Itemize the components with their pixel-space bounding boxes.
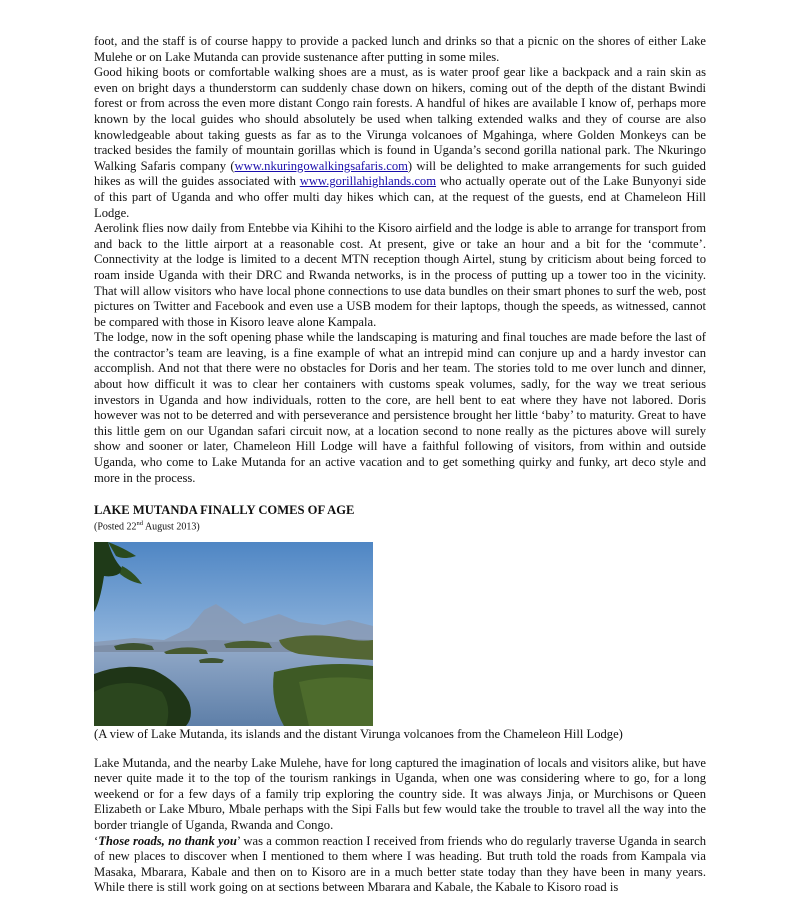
posted-date (94, 518, 706, 533)
spacer (94, 742, 706, 756)
paragraph-lodge: The lodge, now in the soft opening phase while the landscaping is maturing and final touches are made before the last of the contractor’s team are leaving, is a fine example of what an intrepid mind can conjure up and a hardy investor can accomplish. And not that there were no obstacles for Doris and her team. The stories told to me over lunch and dinner, about how difficult it was to clear her containers with customs speak volumes, sadly, for the way we treat serious investors in Uganda and how individuals, rotten to the core, are hell bent to eat where they have not labored. Doris however was not to be deterred and with perseverance and persistence brought her little ‘baby’ to maturity. Great to have this little gem on our Ugandan safari circuit now, at a location second to none really as the pictures above will surely show and sooner or later, Chameleon Hill Lodge will have a faithful following of visitors, from within and outside Uganda, who come to Lake Mutanda for an active vacation and to get something quirky and funky, art deco style and more in the process. (94, 330, 706, 485)
paragraph-hiking (94, 65, 706, 221)
hiking-text-c: who actually operate out of the Lake Bunyonyi side of this part of Uganda and who offer multi day hikes which can, at the request of the guests, end at Chameleon Hill Lodge. (94, 174, 706, 220)
section-heading: LAKE MUTANDA FINALLY COMES OF AGE (94, 503, 355, 518)
paragraph-picnic: foot, and the staff is of course happy to provide a packed lunch and drinks so that a picnic on the shores of either Lake Mulehe or on Lake Mutanda can provide sustenance after putting in some miles. (94, 34, 706, 64)
paragraph-aerolink: Aerolink flies now daily from Entebbe via Kihihi to the Kisoro airfield and the lodge is able to arrange for transport from and back to the little airport at a reasonable cost. At present, give or take an hour and a bit for the ‘commute’. Connectivity at the lodge is limited to a decent MTN reception though Airtel, stung by criticism about being forced to roam inside Uganda with their DRC and Rwanda networks, is in the process of putting up a tower too in the vicinity. That will allow visitors who have local phone connections to use data bundles on their smart phones to surf the web, post pictures on Twitter and Facebook and even use a USB modem for their laptops, though the speeds, as witnessed, cannot be compared with those in Kisoro leave alone Kampala. (94, 221, 706, 329)
posted-suffix: August 2013) (143, 521, 200, 533)
posted-prefix: (Posted 22 (94, 521, 137, 533)
hiking-text-b: ) will be delighted to make arrangements for such guided hikes as will the guides associated with (94, 158, 706, 189)
link-nkuringo-walking-safaris[interactable]: www.nkuringowalkingsafaris.com (234, 158, 408, 173)
lake-mutanda-photo (94, 542, 373, 726)
photo-caption: (A view of Lake Mutanda, its islands and the distant Virunga volcanoes from the Chameleon Hill Lodge) (94, 726, 623, 741)
paragraph-roads (94, 834, 706, 896)
posted-ordinal: nd (136, 520, 143, 528)
roads-quote-rest: ’ was a common reaction I received from friends who do regularly traverse Uganda in search of new places to discover when I mentioned to them where I was heading. But truth told the roads from Kampala via Masaka, Mbarara, Kabale and then on to Kisoro are in a much better state today than they have been in many years. While there is still work going on at sections between Mbarara and Kabale, the Kabale to Kisoro road is (94, 833, 706, 895)
roads-quote-bold: Those roads, no thank you (98, 833, 237, 848)
link-gorilla-highlands[interactable]: www.gorillahighlands.com (299, 174, 437, 189)
paragraph-lake-mutanda: Lake Mutanda, and the nearby Lake Mulehe, have for long captured the imagination of locals and visitors alike, but have never quite made it to the top of the tourism rankings in Uganda, when one was considering where to go, for a long weekend or for a few days of a family trip exploring the country side. It was always Jinja, or Murchisons or Queen Elizabeth or Lake Mburo, Mbale perhaps with the Sipi Falls but few would take the trouble to travel all the way into the border triangle of Uganda, Rwanda and Congo. (94, 755, 706, 832)
document-page (94, 34, 706, 896)
hiking-text-a: Good hiking boots or comfortable walking shoes are a must, as is water proof gear like a backpack and a rain skin as even on bright days a thunderstorm can suddenly chase down on hikers, coming out of the depth of the distant Bwindi forest or from across the even more distant Congo rain forests. A handful of hikes are available I know of, perhaps more known by the local guides who should absolutely be used when talking extended walks and they of course are also knowledgeable about taking guests as far as to the Virunga volcanoes of Mgahinga, where Golden Monkeys can be tracked besides the family of mountain gorillas which is found in Uganda’s second gorilla national park. The Nkuringo Walking Safaris company ( (94, 65, 706, 173)
roads-quote-open: ‘ (94, 833, 99, 848)
